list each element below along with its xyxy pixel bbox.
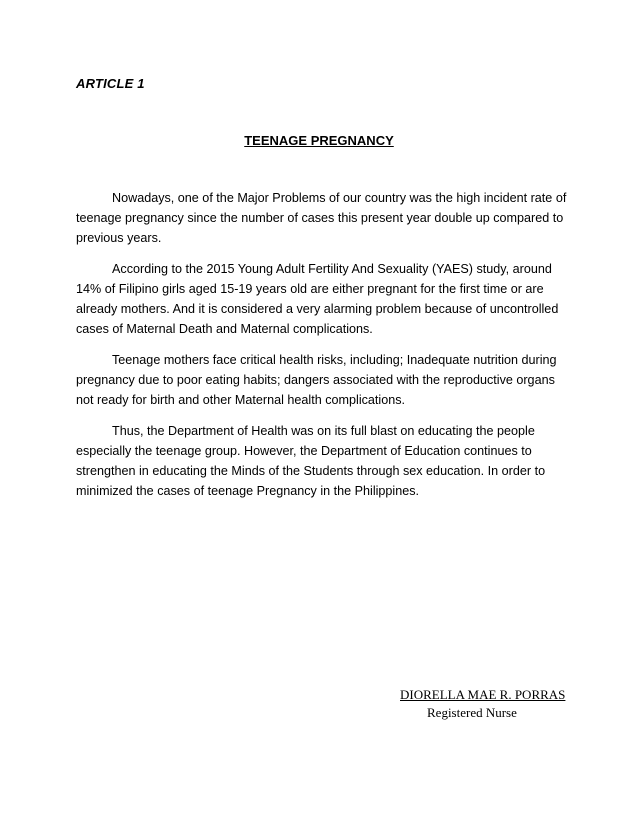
paragraph-2: According to the 2015 Young Adult Fertility And Sexuality (YAES) study, around 14% of Filipino girls aged 15-19 years old are either pregnant for the first time or are already mothers. And it is considered a very alarming problem because of uncontrolled cases of Maternal Death and Maternal complications. [76,262,559,336]
article-label: ARTICLE 1 [76,76,145,91]
article-body [76,188,568,512]
signature-name: DIORELLA MAE R. PORRAS [400,687,566,702]
page-title: TEENAGE PREGNANCY [244,133,394,148]
signature-block [400,686,565,722]
paragraph-1: Nowadays, one of the Major Problems of our country was the high incident rate of teenage pregnancy since the number of cases this present year double up compared to previous years. [76,191,567,245]
paragraph-3: Teenage mothers face critical health risks, including; Inadequate nutrition during pregnancy due to poor eating habits; dangers associated with the reproductive organs not ready for birth and other Maternal health complications. [76,353,557,407]
signature-role: Registered Nurse [427,705,517,720]
paragraph-4: Thus, the Department of Health was on its full blast on educating the people especially the teenage group. However, the Department of Education continues to strengthen in educating the Minds of the Students through sex education. In order to minimized the cases of teenage Pregnancy in the Philippines. [76,424,546,498]
